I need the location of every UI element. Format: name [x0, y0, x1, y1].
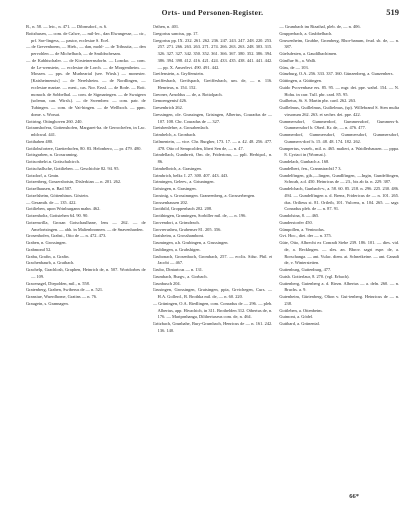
index-entry: Grotthingen, Gramingen, Sorbiller mil. de, — n. 196.: [152, 213, 247, 218]
index-entry: Gottschallsche, Gottlieben. — Geschichte 82. 94. 95.: [26, 165, 120, 171]
index-entry: Gummerdorf, Gummersdorf, Gummersdorf, Gummersdorf, Gummers-dorf h. 15. 48. 48. 174. 182. 262.: [279, 132, 399, 144]
index-entry: Grottbild, Groppenbach 202. 208.: [152, 206, 213, 212]
index-entry: Grimbelbrich, a. Grasingen.: [152, 165, 202, 171]
index-entry: Greiffesbach, Greifspach, Greiffesbach, um. de, — n. 116. Henrieus, n. 154. 152.: [152, 78, 273, 90]
signature-mark: 66*: [349, 493, 359, 500]
index-entry: Guillelmus, Guillelmus, Guilielmus, (sp). Willebrand S. Sten multa virsonum 262. 263. et secher. dei. ppe. 422.: [279, 105, 399, 117]
index-entry: Gotzelsheim, Göttenhinos. Göstein.: [26, 192, 89, 198]
index-entry: Gruwenheim, Grubhe, Gromberg, Rhor-banum, feud. sb. de, — n. 387.: [279, 37, 399, 50]
page-number: 519: [386, 7, 399, 17]
index-entry: Gregorius pp. IX. 232. 261. 262. 236. 247. 243. 247. 248. 220. 253. 257. 271. 266. 263. 263. 271. 274. 266. 263. 263. 248. 303. 315. 326. 327. 327. 342. 350. 352. 361. 366. 367. 380. 352. 386. 394. 386. 394. 398. 412. 416. 421. 424. 433. 435. 438. 441. 441. 442. — pp. X. Anserlevi. 490. 491. 442.: [152, 37, 273, 70]
index-entry: — de Grevenhoem, — Hieb., — dan, mohl- — de Tribustia, — den pervohlen — de Michelbach, — de Smildnchesam.: [26, 44, 146, 56]
index-entry: Grosenhofen, Grabst., Otto de — n. 472. 473.: [26, 233, 107, 239]
index-entry: Grabu, Grafin, a. Grafin.: [26, 253, 70, 259]
index-entry: Guilbetus, St. S. Martin pbr. card. 262. 263.: [279, 98, 357, 104]
index-entry: Güss, de — 103.: [279, 64, 309, 70]
index-entry: Gotzelhausen, n. Bad 507.: [26, 186, 73, 191]
index-entry: Gümpollen, a. Venincdus.: [279, 226, 325, 232]
index-entry: Guimont, a. Gödel.: [279, 314, 314, 320]
index-entry: Gottscnbelrt.n. Gottschalcirch.: [26, 159, 80, 164]
index-entry: Grunbusch 204.: [152, 280, 181, 286]
index-entry: Grachenbaurb, a. Gratbach.: [26, 260, 75, 266]
running-head: Orts- und Personen-Register.: [161, 8, 264, 17]
index-column-middle: [153, 24, 273, 494]
index-entry: Gundelchach, Gunbach-v., a. 58. 60. 85. 218. n. 296. 225. 230. 486. 494. — Gundelfingen a. d. Brenz, Fridericus de — n. 101. 265. dus. Ortlieus st. 81. Ortleib, 101. Vulcens, n. 104. 265. — sagr. Conradus pleb. de — n. 87. 91.: [279, 186, 399, 212]
index-entry: Gundelfingen, gib.,—lingen, Gundlfingen, —Ingin, Gundelfingen, Schwab, a.d. 450. Heinricus de — 23., bis ab fa. n. 229. 387.: [279, 172, 399, 185]
index-entry: Grachelp, Grachlosh, Graphen, Heinrich de, n. 507. Wortdorbes de — 109.: [26, 267, 146, 279]
index-entry: Grabmond 52.: [26, 246, 52, 252]
index-entry: Grimhelch, a. Gronbach.: [152, 132, 197, 137]
index-entry: Guttbard, a. Grünental.: [279, 321, 320, 326]
index-entry: Gotzdorf, a. Gmtn.: [26, 172, 60, 178]
index-entry: Güte, Otto, Albrecht ex Conradt Siebe 239. 186. 101. — dies. vid. de, a. Recklngen. — sles. an. Bbrov. sagri espe. de, a. Rorschanga. — ant. Vulac. diem. at. Schnetkeine. — ant. Canadi de, v. Winterstetten.: [279, 240, 399, 266]
page-header: [26, 8, 399, 22]
index-entry: Gutenheim, Gürtenberg, Olton v. Gut-tenberg. Heinricus de — n. 238.: [279, 294, 399, 306]
index-entry: Gottring. Ottinghoven 260. 240.: [26, 118, 83, 124]
index-entry: Graben, n. Grossingen.: [26, 240, 67, 245]
index-entry: Gutsb. Gotterlaur, 8. 270. (vgl. Erbach).: [279, 273, 350, 279]
index-entry: Grimbrich, belkr. I. 27. 300. 407. 443. 443.: [152, 172, 229, 178]
index-entry: Gundolsina, 8. — 465.: [279, 213, 320, 218]
index-entry: Grossenhausen 202.: [152, 199, 189, 205]
index-entry: Grimingen, Geleev., a. Griuningen.: [152, 179, 215, 185]
index-entry: Greoner, Arnoldus — de, a. Rottolpach.: [152, 91, 223, 97]
index-entry: Gumpertus, vvaeb., mil. n. 465. malieri, a. Waidlerhausen. — pppa. 8. Cyriaci in (Wormat.).: [279, 145, 399, 158]
index-entry: Güelsdesten, a. Gaudilbachimen.: [279, 51, 338, 56]
index-entry: Gregorius sanctus, pp. 17.: [152, 30, 199, 36]
index-entry: Gretsbenlehre, a. Grosabenlach.: [152, 125, 209, 131]
index-entry: Grusingen, Grossingen, Grutsingen, ppia, Grvichegen, Curs. — H.A. Gollerd., B. Brothka mil. de, — n. 60. 220.: [152, 287, 273, 299]
index-entry: — Gesamtb. de — 135. 422.: [26, 199, 77, 205]
index-entry: Gotzenwilla, Grosan Gotschaulhane, lens — 262. — de Amelortsingen. — abh. in Malienbronnen. — de Snavenharden.: [26, 219, 146, 232]
index-entry: Grilmentein, — vice. Chr. Burgher, 173. 17. — a. 42. 48. 256. 477. 478. Otto of Sempcolden, libert Sen de, — n. 47.: [152, 138, 273, 151]
index-entry: Gratenberg, Graben, Swiberus de — n. 521.: [26, 287, 104, 293]
index-entry: Günflue St., a. Walli.: [279, 57, 317, 63]
index-entry: Grovendori, a. Grimdeach.: [152, 219, 200, 225]
index-entry: Gottlieben, upon Wrinburgann mahn. 462.: [26, 206, 101, 212]
index-entry: Greifenstein, a. Gryffenstein.: [152, 71, 204, 77]
index-entry: Gummersdorf, Gummerdorf, Gummersdorf, Gummers-b. Gummersdorf b. Oberl. Kr. de, — n. 476. 477.: [279, 118, 399, 131]
index-entry: Grumbach, Burgv., a. Gorbach.: [152, 273, 208, 279]
index-entry: Gunderstorfer 450.: [279, 219, 313, 225]
index-entry: Güttingen, a. Güttingen.: [279, 78, 322, 83]
index-entry: Gresenhrich 262.: [152, 105, 183, 110]
index-entry: Boitzhusen, — com. de Calwe, — mil-lec., dan Elwangesse, — cir., prf. Sav-lingess, — pastor, ecclesiae S. Ecel.: [26, 30, 146, 43]
index-entry: — de Kabhtschaler. — de Kirsteinernsdorfn. — Loncko. — com. de Le-wenstein, — ecclesiae de Lorch. — de Morgentheim. — Mossen. — pps. de Murhearial (see. Wirsh.) — monester. [Kaisheimensis] — de Nerelsheim. — de Nordlingen, — ecclesiae mariae. — mest., cas. Nor. Erssl. — de Rode. — Rott. monach. de Sobbelhal. — com. de Sigmaringen. — de Swaigern (solemn, can. Wirsh.). — de Swemberr. — com. patr. de Tubingen. — com. de Vai-hingen. — de Wellboch. — ppm. dome. s. Worsat.: [26, 57, 146, 117]
index-entry: Gressingen, ole. Grassingen, Grisingen, Albertus, Couradus de — 107. 108. Chr. Couradus de — 327.: [152, 111, 273, 124]
index-entry: Günzburg, O.A. 256. 333. 337. 360. Günzenberg, a. Gunzenhers.: [279, 71, 394, 77]
index-entry: Gracenagel, Diepolden, mil., n. 558.: [26, 280, 90, 286]
index-entry: Gvt. Hoc., diei. der — n. 375.: [279, 233, 332, 239]
index-columns: [26, 24, 399, 494]
index-entry: Grösingen, n. Grasingen.: [152, 186, 197, 191]
index-entry: — Grüningen, O.A. Riedlingen, com. Conradus de — 296. — pleb. Albertus, app. Hivachich, in 311. Brothelden 312. Otbertus de, n. 176. — Mariprnhanga, Dilthertuseus com. de, n. 464.: [152, 300, 273, 320]
index-entry: Gundelach, Gunbach a. 168.: [279, 159, 330, 164]
index-entry: Gotranshofera, Gottenshofen, Margaret-ha. de Gerrochefen, in Lac. mblcwal. 441.: [26, 125, 146, 137]
index-entry: Orthen, n. 401.: [152, 24, 180, 29]
index-entry: Grosinig, s. Grossimngen. Graneenberg, a. Grosserbergen.: [152, 192, 256, 198]
index-entry: Guttenburg, Guttenburg, 477.: [279, 267, 332, 272]
index-entry: Grupperbach, a. Grubbelbach.: [279, 30, 333, 36]
index-entry: Grumingen, a.b. Grubingen, a. Grussingen.: [152, 240, 229, 245]
index-entry: B., n. 58. — leic., n. 471. — Dibrnsdorf., n. 6.: [26, 24, 108, 29]
index-entry: Gotzenberg, Gossersbotsin, Dislerkian — n. 201. 262.: [26, 179, 122, 185]
index-entry: Gottlobsfortere, Gaetterhofen, 80. 83. Helonbero, — pr. 479. 480.: [26, 145, 142, 151]
index-entry: Grublingen, a. Grubshigen.: [152, 246, 201, 252]
index-entry: Gundelbert, fen., Crannstrachtl 7 3.: [279, 165, 342, 171]
index-entry: Guttenberg, Gutenberg a. d. Riezn. Albertus — a. deln. 260. — n. Bruchs. a. 9.: [279, 280, 399, 293]
index-entry: Gritzbach, Grunbahe, Bury-Grumbach, Henricus de — n. 161. 242. 136. 140.: [152, 321, 273, 333]
index-entry: Gotzenholtz, Gottstehen 64. 90. 90.: [26, 213, 89, 218]
index-entry: Gottsgraben, n. Grossraming.: [26, 152, 78, 158]
index-entry: Guido Pvovenbase ers. 85. 95. — mgr. dei. ppe. wahrl. 154. — N. Hohu. in carr. Tull. pbr. card. 85. 95.: [279, 84, 399, 97]
index-column-right: [279, 24, 399, 494]
index-entry: Gemoengenisf 426.: [152, 98, 188, 104]
index-entry: Graugein, s. Grannagen.: [26, 300, 69, 306]
index-entry: Gotthaben 480.: [26, 138, 54, 144]
index-entry: Gottleben, a. Ottenbeim.: [279, 307, 323, 313]
index-entry: Grindellach, Gunthreit, Om. de, Frideriona, — ppli. Herbipol., n. 86.: [152, 152, 273, 164]
index-entry: Graisheim, a. Grosshambont.: [152, 233, 205, 239]
index-entry: Grubonach, Grosenbach, Grombach, 257. — ecclis. Sifur. Phil. et Jacobi — 467.: [152, 253, 273, 266]
index-entry: Gransiue, Wuerdhome, Gratins — n. 76.: [26, 294, 98, 299]
index-entry: — Grumbach im Rizathal, pleb. de, — n. 406.: [279, 24, 361, 29]
index-entry: Grovrerusbeu, Grubenser 81. 205. 356.: [152, 226, 222, 232]
index-entry: Grubo, Dintaricus — n. 131.: [152, 267, 204, 272]
index-column-left: [26, 24, 146, 494]
